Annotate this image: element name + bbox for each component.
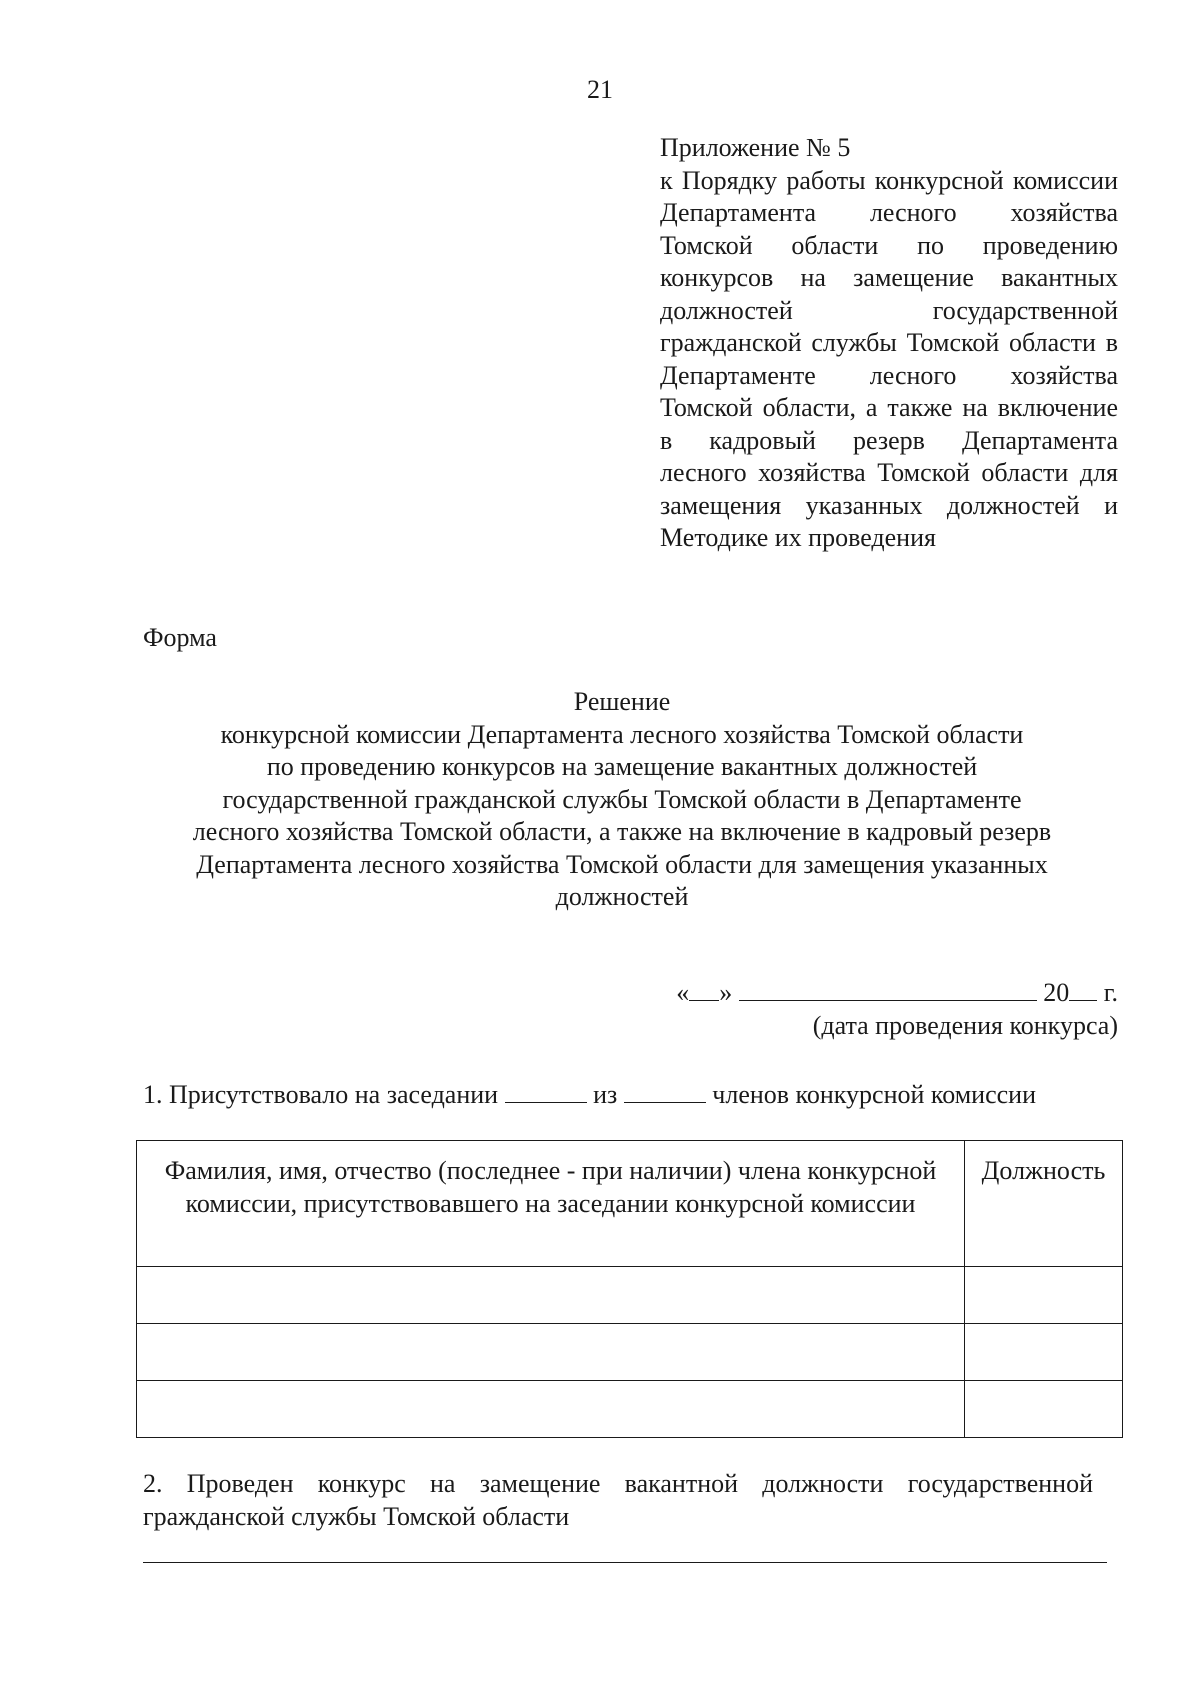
member-name-cell[interactable] — [137, 1381, 965, 1438]
table-header-row — [137, 1141, 1123, 1267]
member-position-cell[interactable] — [965, 1267, 1123, 1324]
decision-line: Департамента лесного хозяйства Томской области для замещения указанных — [196, 849, 1048, 879]
decision-line: по проведению конкурсов на замещение вакантных должностей — [266, 752, 978, 781]
position-fill-line[interactable] — [143, 1562, 1107, 1563]
table-row — [137, 1381, 1123, 1438]
page-number: 21 — [587, 75, 613, 104]
member-position-cell[interactable] — [965, 1324, 1123, 1381]
member-name-cell[interactable] — [137, 1324, 965, 1381]
appendix-text: к Порядку работы конкурсной комиссии Департамента лесного хозяйства Томской области по проведению конкурсов на замещение вакантных должностей государственной гражданской службы Томской области в Департаменте лесного хозяйства Томской области, а также на включение в кадровый резерв Департамента лесного хозяйства Томской области для замещения указанных должностей и Методике их проведения — [660, 165, 1118, 552]
member-name-cell[interactable] — [137, 1267, 965, 1324]
appendix-block — [660, 132, 1118, 555]
date-open-quote: « — [676, 978, 690, 1007]
member-position-cell[interactable] — [965, 1381, 1123, 1438]
decision-title: Решение — [573, 687, 671, 716]
decision-line: должностей — [555, 882, 689, 911]
present-count-blank[interactable] — [505, 1078, 587, 1103]
decision-line: государственной гражданской службы Томской области в Департаменте — [222, 784, 1022, 814]
decision-heading — [143, 686, 1101, 914]
table-row — [137, 1324, 1123, 1381]
year-suffix: г. — [1097, 978, 1118, 1007]
header-position: Должность — [965, 1141, 1123, 1267]
year-prefix: 20 — [1043, 978, 1070, 1007]
date-caption: (дата проведения конкурса) — [812, 1011, 1118, 1040]
attendance-prefix: 1. Присутствовало на заседании — [143, 1080, 499, 1109]
month-blank[interactable] — [739, 976, 1037, 1001]
attendance-middle: из — [593, 1080, 618, 1109]
attendance-suffix: членов конкурсной комиссии — [712, 1080, 1036, 1109]
decision-line: лесного хозяйства Томской области, а также на включение в кадровый резерв — [192, 817, 1052, 846]
total-count-blank[interactable] — [624, 1078, 706, 1103]
members-table — [136, 1140, 1123, 1438]
header-member-name: Фамилия, имя, отчество (последнее - при наличии) члена конкурсной комиссии, присутствовавшего на заседании конкурсной комиссии — [137, 1141, 965, 1267]
date-row — [638, 976, 1118, 1010]
year-blank[interactable] — [1069, 976, 1097, 1001]
form-label: Форма — [143, 623, 217, 652]
appendix-title: Приложение № 5 — [660, 133, 851, 162]
attendance-line — [143, 1078, 1118, 1112]
section-2-text: 2. Проведен конкурс на замещение вакантной должности государственной гражданской службы Томской области — [143, 1469, 1093, 1531]
date-close-quote: » — [719, 978, 733, 1007]
decision-line: конкурсной комиссии Департамента лесного хозяйства Томской области — [220, 719, 1024, 749]
day-blank[interactable] — [689, 976, 719, 1001]
table-row — [137, 1267, 1123, 1324]
